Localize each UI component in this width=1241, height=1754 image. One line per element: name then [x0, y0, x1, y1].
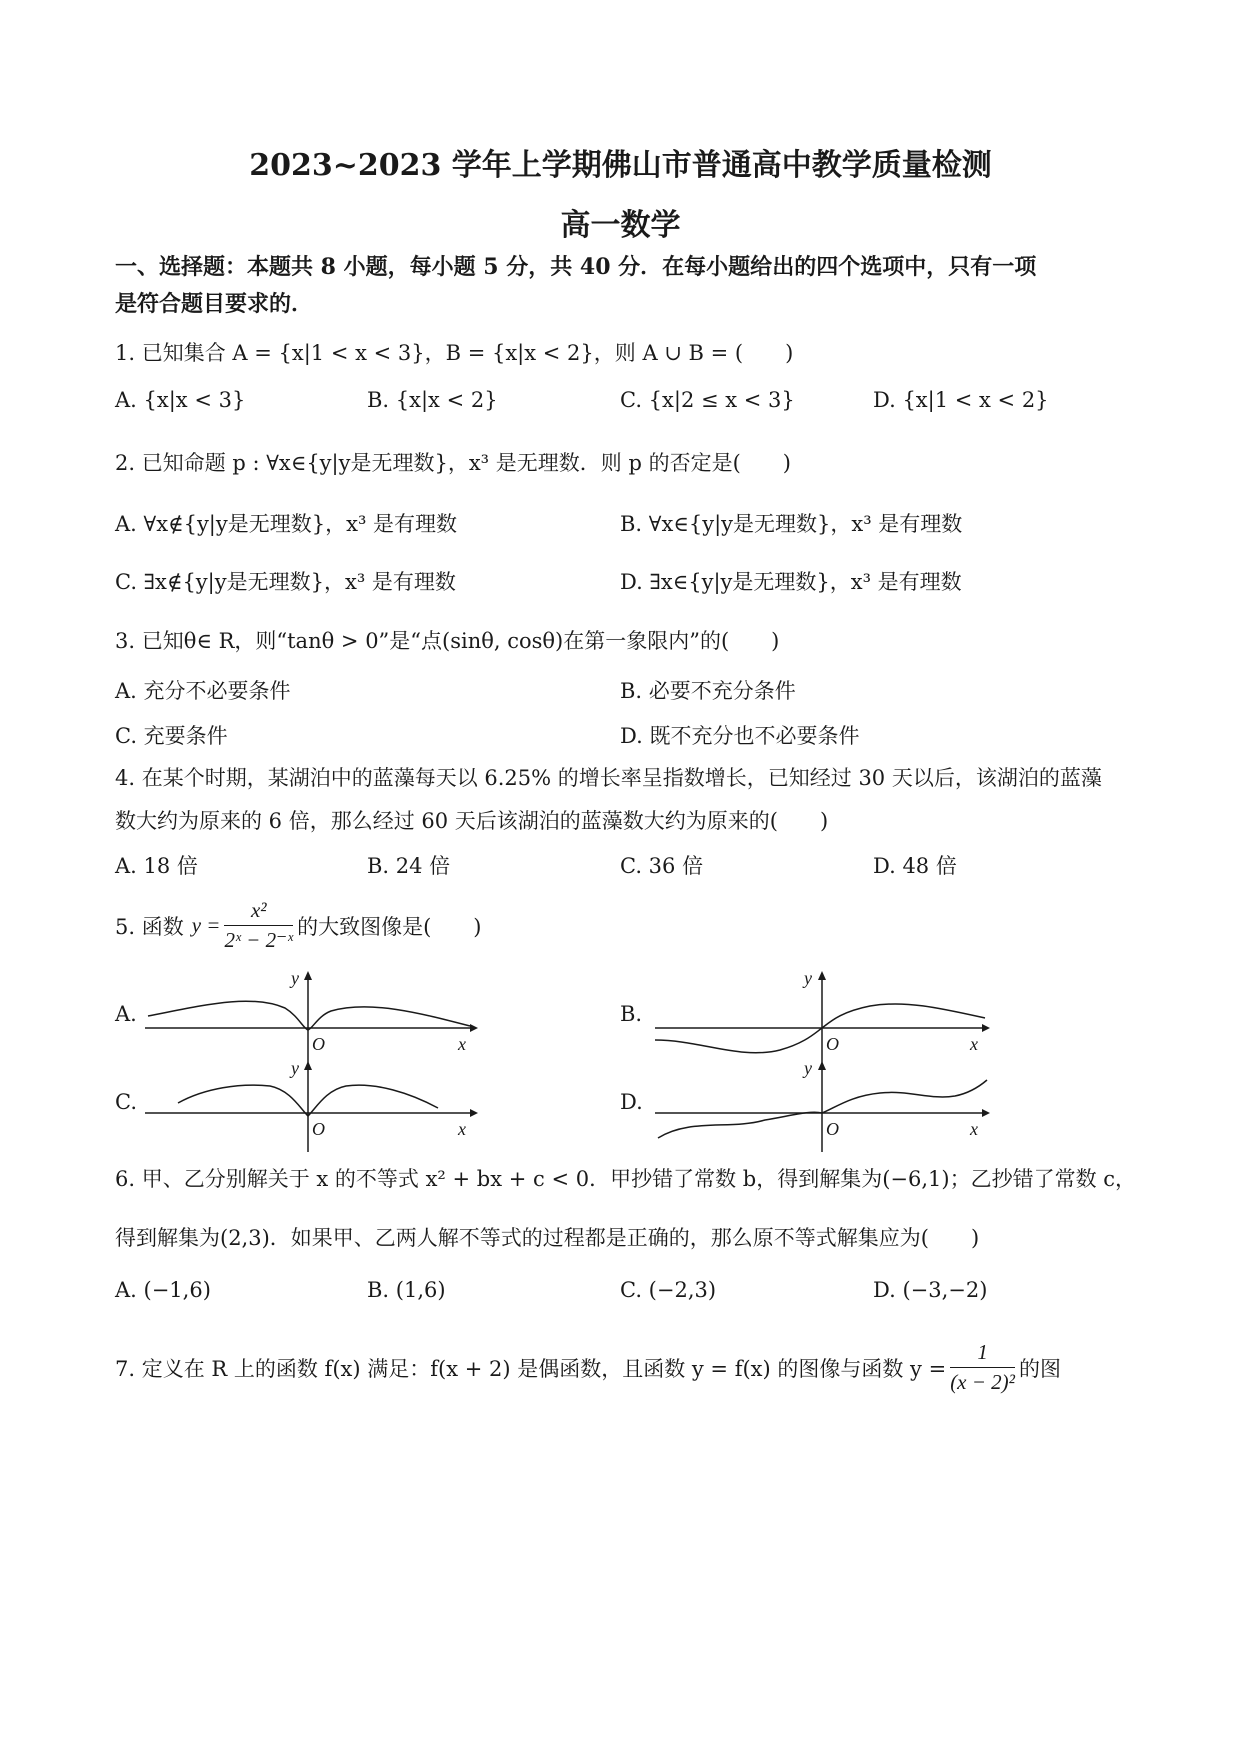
x-axis-label: x — [970, 1119, 978, 1139]
y-axis-label: y — [804, 968, 812, 988]
exam-subtitle: 高一数学 — [560, 208, 681, 243]
question-1-stem: 1. 已知集合 A = {x|1 < x < 3}，B = {x|x < 2}，则 A ∪ B = ( ) — [115, 341, 794, 365]
y-axis-arrow — [304, 1061, 312, 1070]
question-6-line2: 得到解集为(2,3)．如果甲、乙两人解不等式的过程都是正确的，那么原不等式解集应为( ) — [115, 1226, 980, 1250]
question-3-option-b: B. 必要不充分条件 — [620, 679, 796, 703]
question-5-option-c-graph — [140, 1058, 480, 1158]
x-axis-arrow — [982, 1024, 990, 1032]
question-2-option-d: D. ∃x∈{y|y是无理数}，x³ 是有理数 — [620, 570, 962, 594]
origin-label: O — [312, 1119, 325, 1139]
question-5-option-c-label: C. — [115, 1090, 137, 1114]
question-5-option-d-label: D. — [620, 1090, 643, 1114]
question-7-fraction — [950, 1340, 1015, 1395]
question-6-line1: 6. 甲、乙分别解关于 x 的不等式 x² + bx + c < 0．甲抄错了常数 b，得到解集为(−6,1)；乙抄错了常数 c， — [115, 1167, 1137, 1191]
question-5-option-a-label: A. — [115, 1002, 137, 1026]
x-axis-arrow — [470, 1109, 478, 1117]
section-heading-line2: 是符合题目要求的． — [115, 291, 314, 317]
y-axis-arrow — [818, 971, 826, 980]
question-4-option-a: A. 18 倍 — [115, 854, 198, 878]
section-heading-line1: 一、选择题：本题共 8 小题，每小题 5 分，共 40 分．在每小题给出的四个选项中，只有一项 — [115, 254, 1037, 280]
question-6-option-a: A. (−1,6) — [115, 1278, 211, 1302]
question-2-option-a: A. ∀x∉{y|y是无理数}，x³ 是有理数 — [115, 512, 458, 536]
origin-label: O — [826, 1034, 839, 1054]
question-4-option-d: D. 48 倍 — [873, 854, 957, 878]
question-3-option-c: C. 充要条件 — [115, 724, 228, 748]
question-5-stem — [115, 898, 481, 953]
x-axis-arrow — [982, 1109, 990, 1117]
x-axis-label: x — [458, 1119, 466, 1139]
question-5-y-eq: y = — [191, 913, 221, 937]
question-4-option-b: B. 24 倍 — [367, 854, 451, 878]
question-7-denominator: (x − 2)² — [950, 1370, 1015, 1394]
question-5-prefix: 5. 函数 — [115, 914, 184, 939]
question-3-option-d: D. 既不充分也不必要条件 — [620, 724, 860, 748]
question-2-option-c: C. ∃x∉{y|y是无理数}，x³ 是有理数 — [115, 570, 456, 594]
x-axis-label: x — [970, 1034, 978, 1054]
question-6-option-d: D. (−3,−2) — [873, 1278, 988, 1302]
question-5-option-a-graph — [140, 968, 480, 1068]
y-axis-arrow — [818, 1061, 826, 1070]
question-3-option-a: A. 充分不必要条件 — [115, 679, 291, 703]
y-axis-arrow — [304, 971, 312, 980]
question-4-line2: 数大约为原来的 6 倍，那么经过 60 天后该湖泊的蓝藻数大约为原来的( ) — [115, 809, 829, 833]
question-5-option-b-graph — [650, 968, 995, 1068]
question-4-line1: 4. 在某个时期，某湖泊中的蓝藻每天以 6.25% 的增长率呈指数增长，已知经过 30 天以后，该湖泊的蓝藻 — [115, 766, 1102, 790]
origin-label: O — [826, 1119, 839, 1139]
question-2-option-b: B. ∀x∈{y|y是无理数}，x³ 是有理数 — [620, 512, 963, 536]
question-7-numerator: 1 — [950, 1340, 1015, 1368]
x-axis-arrow — [470, 1024, 478, 1032]
y-axis-label: y — [291, 1058, 299, 1078]
y-axis-label: y — [804, 1058, 812, 1078]
exam-title: 2023~2023 学年上学期佛山市普通高中教学质量检测 — [249, 148, 992, 183]
question-4-option-c: C. 36 倍 — [620, 854, 704, 878]
question-7-stem — [115, 1340, 1061, 1395]
question-1-option-d: D. {x|1 < x < 2} — [873, 388, 1049, 412]
y-axis-label: y — [291, 968, 299, 988]
question-1-option-b: B. {x|x < 2} — [367, 388, 498, 412]
question-7-suffix: 的图 — [1018, 1356, 1061, 1381]
question-6-option-b: B. (1,6) — [367, 1278, 446, 1302]
question-5-numerator: x² — [224, 898, 293, 926]
x-axis-label: x — [458, 1034, 466, 1054]
question-2-stem: 2. 已知命题 p : ∀x∈{y|y是无理数}，x³ 是无理数．则 p 的否定是( ) — [115, 451, 791, 475]
question-5-option-b-label: B. — [620, 1002, 643, 1026]
question-5-option-d-graph — [650, 1058, 995, 1158]
question-7-prefix: 7. 定义在 R 上的函数 f(x) 满足：f(x + 2) 是偶函数，且函数 y = f(x) 的图像与函数 y = — [115, 1356, 947, 1381]
question-5-fraction — [224, 898, 293, 953]
question-3-stem: 3. 已知θ∈ R，则“tanθ > 0”是“点(sinθ, cosθ)在第一象限内”的( ) — [115, 629, 780, 653]
question-5-suffix: 的大致图像是( ) — [297, 914, 482, 939]
question-1-option-c: C. {x|2 ≤ x < 3} — [620, 388, 795, 412]
question-6-option-c: C. (−2,3) — [620, 1278, 717, 1302]
question-5-denominator: 2ˣ − 2⁻ˣ — [224, 928, 294, 952]
origin-label: O — [312, 1034, 325, 1054]
curve — [148, 1001, 470, 1030]
question-1-option-a: A. {x|x < 3} — [115, 388, 246, 412]
